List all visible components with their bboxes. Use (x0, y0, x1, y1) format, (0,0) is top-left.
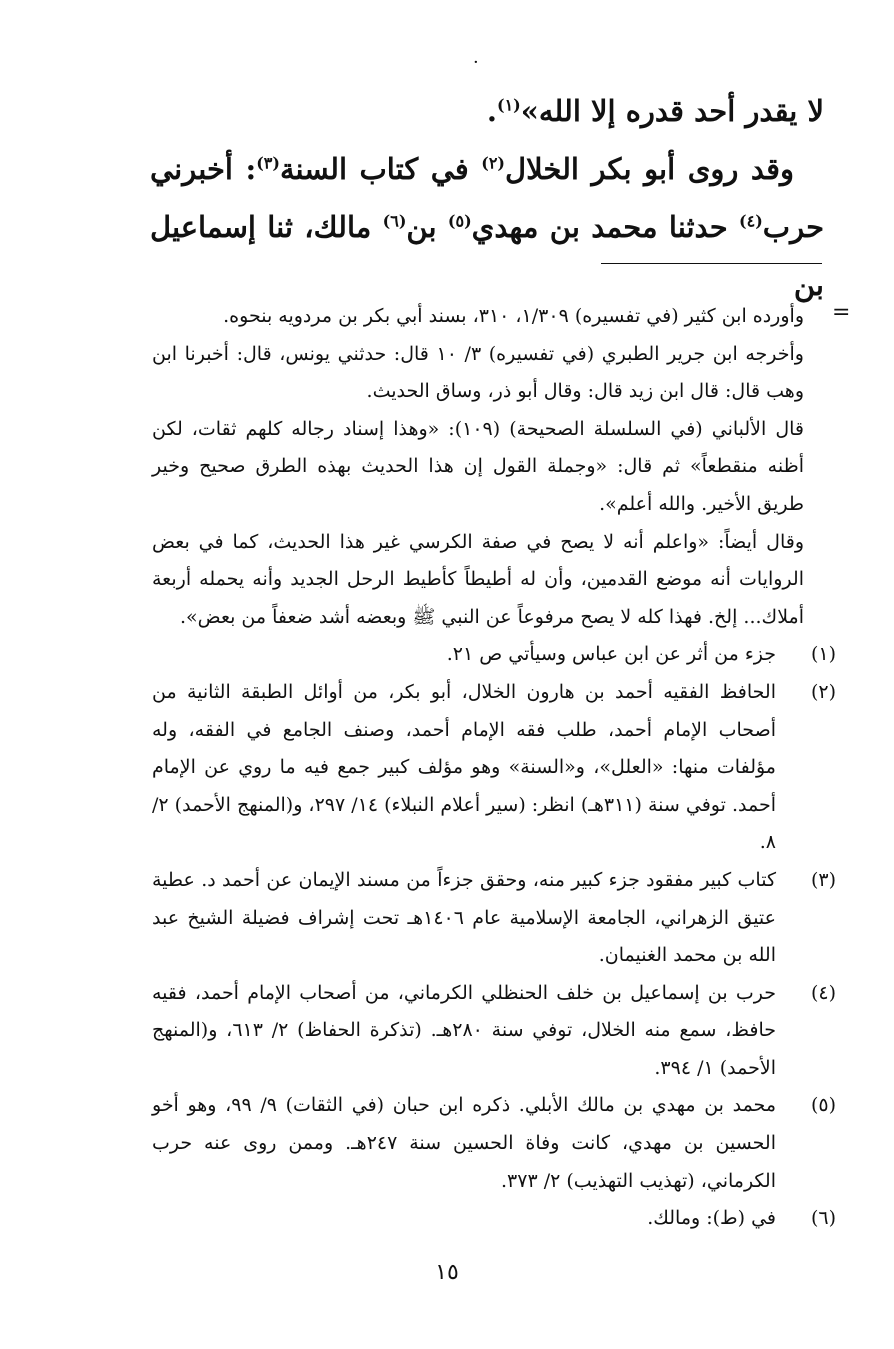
ref-6: (٦) (382, 211, 407, 231)
footnote-text: كتاب كبير مفقود جزء كبير منه، وحقق جزءاً من مسند الإيمان عن أحمد د. عطية عتيق الزهراني، الجامعة الإسلامية عام ١٤٠٦هـ تحت إشراف فضيلة الشيخ عبد الله بن محمد الغنيمان. (152, 868, 777, 967)
para-a: وقد روى أبو بكر الخلال (505, 152, 794, 186)
main-line-1-end: . (486, 94, 497, 128)
footnote-number: (٤) (810, 981, 836, 1004)
ref-1: (١) (497, 95, 521, 115)
footnote-number: (٥) (810, 1094, 836, 1117)
continued-note-1: وأورده ابن كثير (في تفسيره) ١/٣٠٩، ٣١٠، بسند أبي بكر بن مردويه بنحوه. (223, 305, 804, 327)
footnotes-section (152, 298, 836, 1238)
footnote-text: جزء من أثر عن ابن عباس وسيأتي ص ٢١. (446, 643, 776, 666)
footnote-text: حرب بن إسماعيل بن خلف الحنظلي الكرماني، من أصحاب الإمام أحمد، فقيه حافظ، سمع منه الخلال، توفي سنة ٢٨٠هـ. (تذكرة الحفاظ) ٢/ ٦١٣، و(المنهج الأحمد) ١/ ٣٩٤. (152, 981, 776, 1079)
continuation-mark: = (832, 300, 851, 325)
continued-note-3: قال الألباني (في السلسلة الصحيحة) (١٠٩): «وهذا إسناد رجاله كلهم ثقات، لكن أظنه منقطعاً» ثم قال: «وجملة القول إن هذا الحديث بهذه الطرق صحيح وخير طريق الأخير. والله أعلم». (152, 417, 805, 515)
para-b: في كتاب السنة (279, 152, 482, 186)
main-line-1 (150, 82, 824, 140)
para-f: مالك، ثنا إسماعيل بن (150, 210, 824, 302)
footnote-text: محمد بن مهدي بن مالك الأبلي. ذكره ابن حبان (في الثقات) ٩/ ٩٩، وهو أخو الحسين بن مهدي، كانت وفاة الحسين سنة ٢٤٧هـ. وممن روى عنه حرب الكرماني، (تهذيب التهذيب) ٢/ ٣٧٣. (152, 1094, 777, 1192)
page-number: ١٥ (435, 1260, 459, 1285)
decorative-dot: · (473, 52, 479, 73)
para-c: : أخبرني حرب (150, 152, 824, 244)
continued-note-2: وأخرجه ابن جرير الطبري (في تفسيره) ٣/ ١٠ قال: حدثني يونس، قال: أخبرنا ابن وهب قال: قال ابن زيد قال: وقال أبو ذر، وساق الحديث. (152, 342, 804, 403)
footnote-separator (601, 263, 822, 264)
main-paragraph (150, 140, 824, 314)
ref-4: (٤) (739, 211, 763, 231)
footnote-3 (152, 862, 836, 975)
footnote-number: (١) (810, 643, 836, 666)
footnote-number: (٢) (810, 680, 836, 703)
footnote-5 (152, 1087, 836, 1200)
main-line-1-text: لا يقدر أحد قدره إلا الله» (520, 94, 824, 128)
footnote-number: (٣) (810, 868, 836, 891)
footnote-6 (152, 1200, 836, 1238)
ref-3: (٣) (256, 153, 280, 173)
continued-note-4: وقال أيضاً: «واعلم أنه لا يصح في صفة الكرسي غير هذا الحديث، كما في بعض الروايات أنه موضع القدمين، وأن له أطيطاً كأطيط الرحل الجديد وأنه يحمله أربعة أملاك... إلخ. فهذا كله لا يصح مرفوعاً عن النبي ﷺ وبعضه أشد ضعفاً من بعض». (152, 530, 804, 628)
ref-5: (٥) (447, 211, 472, 231)
ref-2: (٢) (481, 153, 505, 173)
para-e: بن (406, 210, 448, 244)
footnote-4 (152, 975, 836, 1088)
footnote-number: (٦) (810, 1207, 836, 1230)
footnote-1 (152, 636, 836, 674)
main-text (150, 82, 824, 314)
para-d: حدثنا محمد بن مهدي (471, 210, 740, 244)
footnote-text: الحافظ الفقيه أحمد بن هارون الخلال، أبو بكر، من أوائل الطبقة الثانية من أصحاب الإمام أحمد، طلب فقه الإمام أحمد، وصنف الجامع في الفقه، وله مؤلفات منها: «العلل»، و«السنة» وهو مؤلف كبير جمع فيه ما روي عن الإمام أحمد. توفي سنة (٣١١هـ) انظر: (سير أعلام النبلاء) ١٤/ ٢٩٧، و(المنهج الأحمد) ٢/ ٨. (152, 680, 776, 854)
footnote-text: في (ط): ومالك. (647, 1207, 776, 1230)
footnote-2 (152, 674, 836, 862)
